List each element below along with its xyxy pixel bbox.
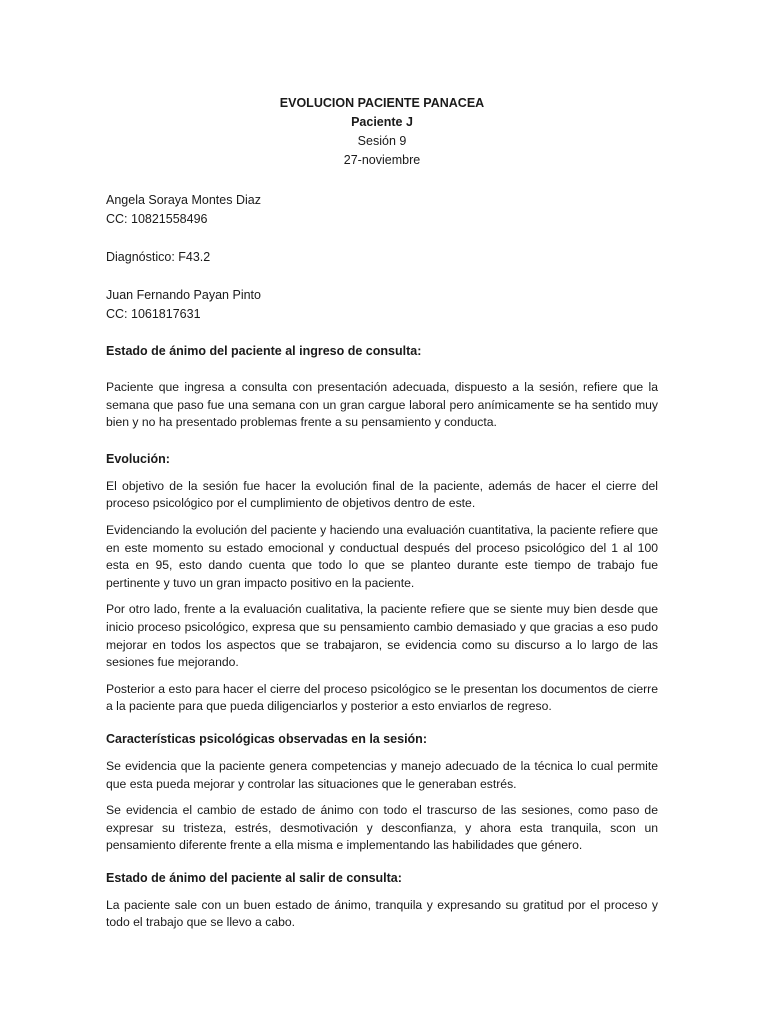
paragraph-evolucion-3: Por otro lado, frente a la evaluación cualitativa, la paciente refiere que se siente muy bien desde que inicio proceso psicológico, expresa que su pensamiento cambio demasiado y que gracias a eso pudo mejorar en todos los aspectos que se trabajaron, se evidencia como su discurso a lo largo de las sesiones fue mejorando. — [106, 602, 658, 670]
session-date: 27-noviembre — [343, 153, 421, 167]
patient-name: Juan Fernando Payan Pinto — [106, 288, 261, 302]
patient-info — [106, 286, 658, 324]
therapist-info — [106, 191, 658, 229]
patient-id: CC: 1061817631 — [106, 307, 201, 321]
paragraph-salida: La paciente sale con un buen estado de ánimo, tranquila y expresando su gratitud por el proceso y todo el trabajo que se llevo a cabo. — [106, 897, 658, 930]
section-title-evolucion: Evolución: — [106, 451, 170, 466]
document-header — [106, 94, 658, 170]
document-title: EVOLUCION PACIENTE PANACEA — [279, 96, 485, 110]
patient-label: Paciente J — [351, 115, 413, 129]
section-title-ingreso: Estado de ánimo del paciente al ingreso de consulta: — [106, 344, 422, 358]
paragraph-ingreso: Paciente que ingresa a consulta con presentación adecuada, dispuesto a la sesión, refiere que la semana que paso fue una semana con un gran cargue laboral pero anímicamente se ha sentido muy bien y no ha presentado problemas frente a su pensamiento y conducta. — [106, 380, 658, 430]
paragraph-evolucion-1: El objetivo de la sesión fue hacer la evolución final de la paciente, además de hacer el cierre del proceso psicológico por el cumplimiento de objetivos dentro de este. — [106, 478, 658, 511]
diagnosis-info — [106, 248, 658, 267]
therapist-name: Angela Soraya Montes Diaz — [106, 193, 261, 207]
paragraph-evolucion-4: Posterior a esto para hacer el cierre del proceso psicológico se le presentan los documentos de cierre a la paciente para que pueda diligenciarlos y posterior a esto enviarlos de regreso. — [106, 681, 658, 714]
therapist-id: CC: 10821558496 — [106, 212, 208, 226]
document-page — [106, 94, 658, 932]
paragraph-caracteristicas-2: Se evidencia el cambio de estado de ánimo con todo el trascurso de las sesiones, como paso de expresar su tristeza, estrés, desmotivación y desconfianza, y ahora esta tranquila, scon un pensamiento diferente frente a ella misma e implementando las habilidades que género. — [106, 803, 658, 853]
section-title-caracteristicas: Características psicológicas observadas en la sesión: — [106, 731, 427, 746]
paragraph-caracteristicas-1: Se evidencia que la paciente genera competencias y manejo adecuado de la técnica lo cual permite que esta pueda mejorar y controlar las situaciones que le generaban estrés. — [106, 758, 658, 791]
session-label: Sesión 9 — [357, 134, 407, 148]
diagnosis-code: Diagnóstico: F43.2 — [106, 250, 211, 264]
paragraph-evolucion-2: Evidenciando la evolución del paciente y haciendo una evaluación cuantitativa, la paciente refiere que en este momento su estado emocional y conductual después del proceso psicológico del 1 al 100 esta en 95, esto dando cuenta que todo lo que se planteo durante este tiempo de trabajo fue pertinente y tuvo un gran impacto positivo en la paciente. — [106, 522, 658, 590]
section-title-salida: Estado de ánimo del paciente al salir de consulta: — [106, 870, 402, 885]
